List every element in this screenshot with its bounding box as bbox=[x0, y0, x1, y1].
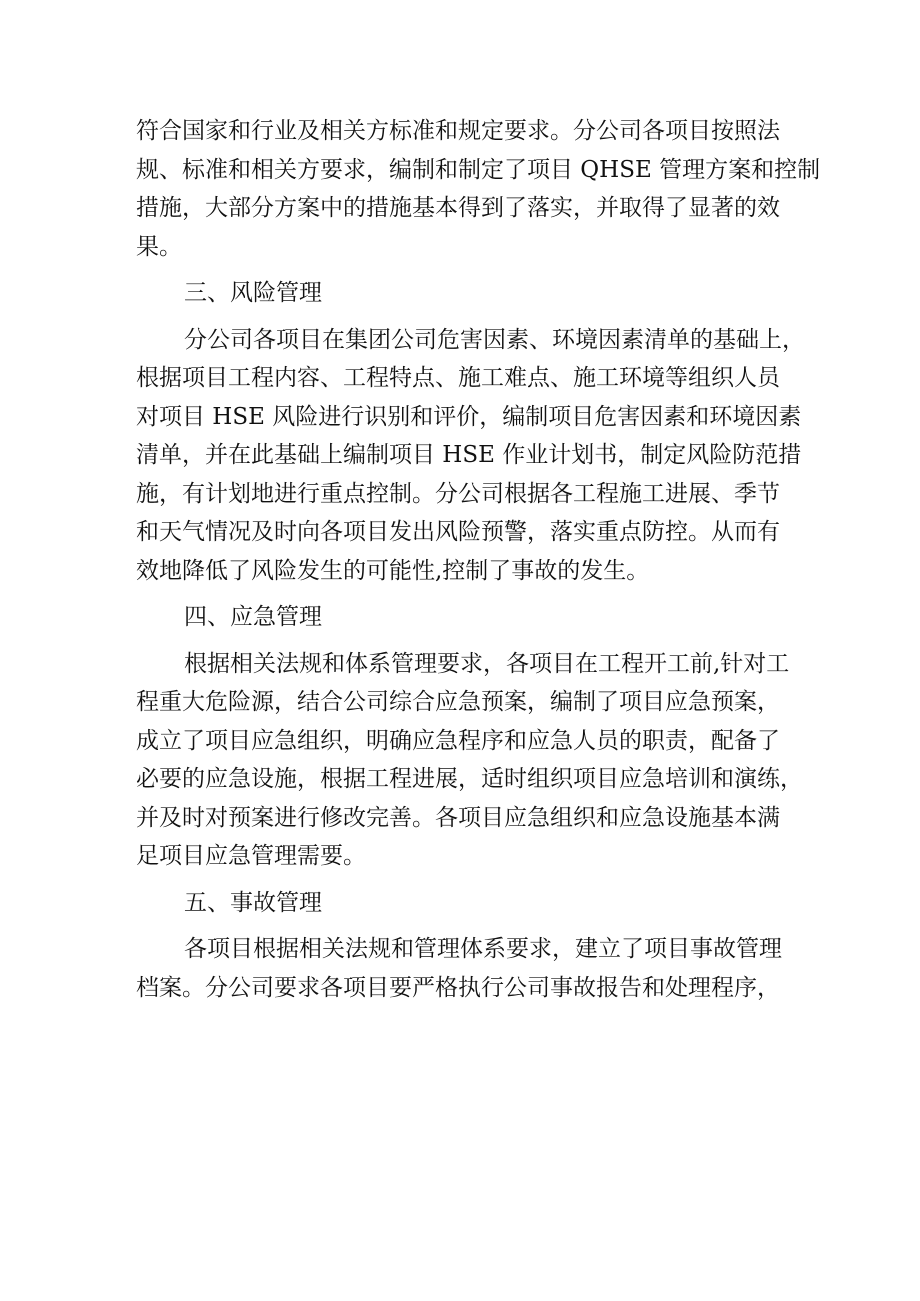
text-line: 分公司各项目在集团公司危害因素、环境因素清单的基础上， bbox=[184, 326, 805, 353]
section-heading-emergency-management bbox=[136, 598, 796, 637]
section-heading-risk-management bbox=[136, 274, 796, 313]
paragraph-risk-management bbox=[136, 321, 805, 591]
document-page bbox=[136, 112, 821, 1015]
paragraph-emergency-management bbox=[136, 645, 803, 876]
text-line: 对项目 HSE 风险进行识别和评价，编制项目危害因素和环境因素 bbox=[136, 403, 802, 430]
text-line: 根据项目工程内容、工程特点、施工难点、施工环境等组织人员 bbox=[136, 365, 780, 391]
text-line: 各项目根据相关法规和管理体系要求，建立了项目事故管理 bbox=[184, 936, 782, 962]
text-line: 和天气情况及时向各项目发出风险预警，落实重点防控。从而有 bbox=[136, 519, 780, 545]
heading-text: 三、风险管理 bbox=[184, 280, 322, 306]
text-line: 成立了项目应急组织，明确应急程序和应急人员的职责，配备了 bbox=[136, 727, 780, 754]
text-line: 施，有计划地进行重点控制。分公司根据各工程施工进展、季节 bbox=[136, 480, 780, 507]
text-line: 效地降低了风险发生的可能性,控制了事故的发生。 bbox=[136, 557, 650, 584]
text-line: 足项目应急管理需要。 bbox=[136, 843, 366, 869]
text-line: 符合国家和行业及相关方标准和规定要求。分公司各项目按照法 bbox=[136, 118, 780, 144]
text-line: 并及时对预案进行修改完善。各项目应急组织和应急设施基本满 bbox=[136, 804, 780, 831]
text-line: 清单，并在此基础上编制项目 HSE 作业计划书，制定风险防范措 bbox=[136, 442, 802, 468]
text-line: 档案。分公司要求各项目要严格执行公司事故报告和处理程序， bbox=[136, 974, 780, 1001]
text-line: 必要的应急设施，根据工程进展，适时组织项目应急培训和演练， bbox=[136, 766, 803, 792]
text-line: 措施，大部分方案中的措施基本得到了落实，并取得了显著的效 bbox=[136, 195, 780, 221]
section-heading-accident-management bbox=[136, 884, 796, 923]
paragraph-accident-management bbox=[136, 930, 796, 1007]
text-line: 规、标准和相关方要求，编制和制定了项目 QHSE 管理方案和控制 bbox=[136, 156, 821, 183]
heading-text: 四、应急管理 bbox=[184, 604, 322, 630]
heading-text: 五、事故管理 bbox=[184, 889, 322, 916]
text-line: 程重大危险源，结合公司综合应急预案，编制了项目应急预案， bbox=[136, 689, 780, 715]
paragraph-qhse-continuation bbox=[136, 112, 821, 266]
text-line: 果。 bbox=[136, 233, 182, 260]
text-line: 根据相关法规和体系管理要求，各项目在工程开工前,针对工 bbox=[184, 650, 790, 677]
